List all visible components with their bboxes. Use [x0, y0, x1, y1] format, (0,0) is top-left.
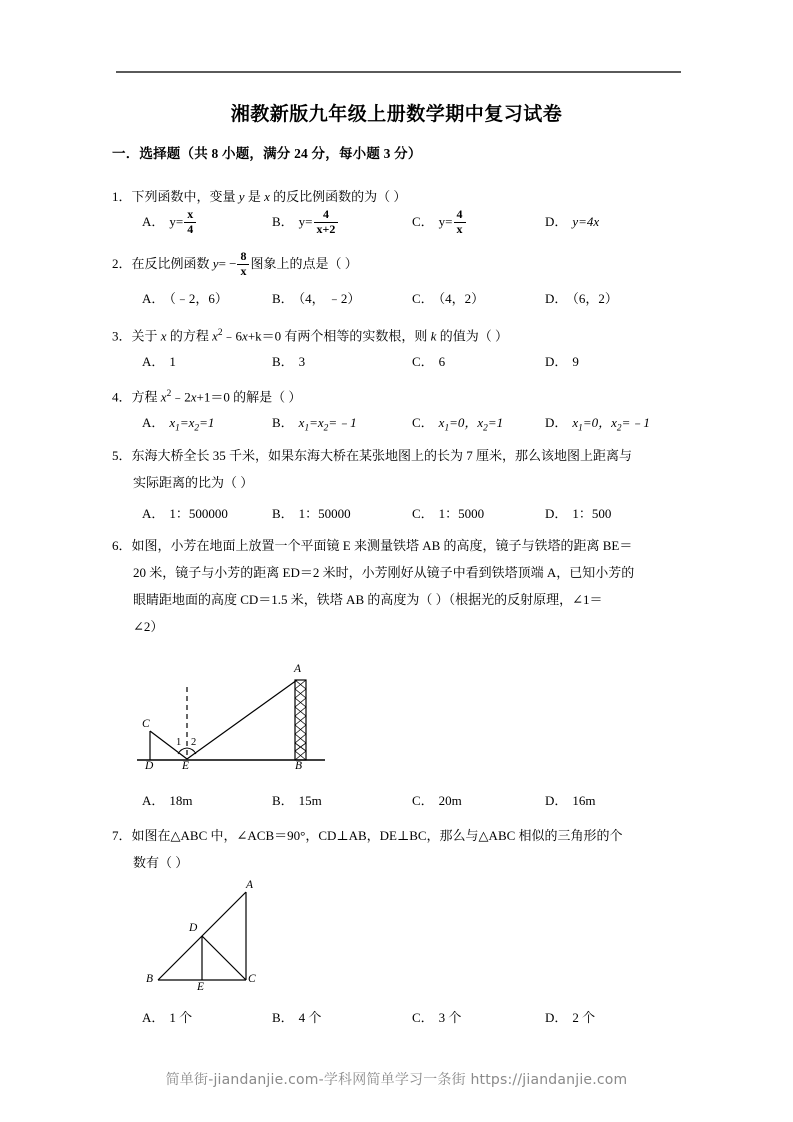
mirror-tower-diagram	[125, 655, 345, 785]
option-2-d-text: （6，2）	[572, 291, 618, 306]
question-7-line-2: 数有（ ）	[133, 855, 189, 870]
figure-6-label-D: D	[145, 760, 154, 772]
option-4-d[interactable]	[545, 409, 650, 443]
option-2-a-text: （﹣2，6）	[169, 291, 228, 306]
question-2-stem-before: 在反比例函数	[131, 256, 213, 271]
option-1-a-numerator: x	[184, 208, 196, 222]
option-2-b[interactable]	[272, 285, 360, 313]
option-2-b-label: B．	[272, 291, 294, 306]
figure-6-label-angle-1: 1	[176, 737, 182, 748]
option-4-b[interactable]	[272, 409, 357, 443]
option-3-d-text: 9	[572, 354, 579, 369]
page-footer: 简单街-jiandanjie.com-学科网简单学习一条街 https://jiandanjie.com	[165, 1072, 628, 1088]
option-3-a-label: A．	[142, 354, 165, 369]
page-title: 湘教新版九年级上册数学期中复习试卷	[230, 104, 563, 125]
option-7-b[interactable]	[272, 1004, 321, 1032]
question-6-line-3: 眼睛距地面的高度 CD＝1.5 米，铁塔 AB 的高度为（ ）（根据光的反射原理，∠1＝	[133, 592, 603, 607]
question-1-var-x: x	[264, 189, 270, 204]
question-3-var-x1: x	[160, 328, 167, 344]
option-4-b-label: B．	[272, 415, 294, 430]
option-2-d[interactable]	[545, 285, 618, 313]
question-6-options	[112, 787, 692, 815]
figure-7-label-B: B	[146, 973, 154, 985]
option-6-c-label: C．	[412, 793, 434, 808]
option-1-b-label: B．	[272, 214, 294, 229]
figure-6-label-E: E	[182, 760, 190, 772]
option-6-c-text: 20m	[438, 793, 462, 808]
option-6-b-label: B．	[272, 793, 294, 808]
question-6-number: 6．	[112, 538, 132, 553]
option-7-c[interactable]	[412, 1004, 461, 1032]
question-3-var-x2: x	[212, 328, 218, 344]
option-4-a-label: A．	[142, 415, 165, 430]
question-6-line-4: ∠2）	[133, 619, 164, 634]
option-2-c-text: （4，2）	[438, 291, 485, 306]
option-7-d[interactable]	[545, 1004, 595, 1032]
question-3-var-x3: x	[242, 328, 248, 344]
option-5-d-text: 1：500	[572, 506, 612, 521]
question-6-line-3-wrap	[133, 586, 693, 613]
option-5-b[interactable]	[272, 500, 351, 528]
option-5-a-text: 1：500000	[169, 506, 228, 521]
figure-question-7	[128, 878, 308, 1003]
question-1-stem-after: 的反比例函数的为（ ）	[269, 189, 407, 204]
question-2-stem-after: 图象上的点是（ ）	[250, 256, 358, 271]
segment-CE	[150, 731, 187, 759]
question-3-t0: 关于	[131, 328, 161, 344]
question-3-t5: ﹣6	[222, 328, 243, 344]
question-2-denominator: x	[240, 263, 247, 278]
question-1-stem-before: 下列函数中，变量	[131, 189, 239, 204]
option-2-a-label: A．	[142, 291, 165, 306]
question-6-line-2-wrap	[133, 559, 693, 586]
option-1-a-fraction	[184, 208, 196, 236]
option-3-d[interactable]	[545, 348, 579, 376]
question-3-options	[112, 348, 692, 376]
option-1-a-lead: y=	[169, 214, 184, 229]
section-heading: 一．选择题（共 8 小题，满分 24 分，每小题 3 分）	[112, 146, 422, 161]
option-1-d-label: D．	[545, 214, 568, 229]
option-4-c-text: $x_1=0$，$x_2=1$	[438, 415, 504, 434]
option-7-a[interactable]	[142, 1004, 192, 1032]
question-2-number: 2．	[112, 256, 132, 271]
question-5	[112, 442, 690, 469]
figure-6-label-C: C	[142, 718, 150, 730]
option-1-b-lead: y=	[298, 214, 313, 229]
figure-7-label-A: A	[246, 879, 254, 891]
segment-CD	[202, 936, 246, 980]
option-1-b-numerator: 4	[314, 208, 339, 222]
option-1-b[interactable]	[272, 208, 339, 236]
option-4-d-label: D．	[545, 415, 568, 430]
option-5-b-label: B．	[272, 506, 294, 521]
question-5-line-2: 实际距离的比为（ ）	[133, 475, 254, 490]
option-6-d-label: D．	[545, 793, 568, 808]
option-4-b-text: $x_1=x_2=﹣1$	[298, 415, 357, 434]
option-2-b-text: （4， ﹣2）	[298, 291, 361, 306]
question-7-line-2-wrap	[133, 849, 693, 876]
option-5-c-label: C．	[412, 506, 434, 521]
option-1-c-numerator: 4	[454, 208, 466, 222]
option-5-c-text: 1：5000	[438, 506, 485, 521]
option-3-c[interactable]	[412, 348, 445, 376]
option-6-d[interactable]	[545, 787, 596, 815]
option-6-a-text: 18m	[169, 793, 193, 808]
option-6-d-text: 16m	[572, 793, 596, 808]
option-5-c[interactable]	[412, 500, 484, 528]
option-4-c-label: C．	[412, 415, 434, 430]
question-3-t2: 的方程	[166, 328, 213, 344]
figure-6-label-B: B	[295, 760, 303, 772]
question-7	[112, 822, 690, 849]
option-6-c[interactable]	[412, 787, 462, 815]
question-2-numerator: 8	[237, 250, 249, 264]
option-4-a[interactable]	[142, 409, 214, 443]
question-2-equals: = −	[218, 256, 237, 271]
question-6-line-4-wrap	[133, 613, 693, 640]
header-rule	[116, 71, 681, 73]
option-6-b[interactable]	[272, 787, 322, 815]
question-2	[112, 250, 690, 278]
question-1-number: 1．	[112, 189, 132, 204]
option-3-b-label: B．	[272, 354, 294, 369]
option-7-c-label: C．	[412, 1010, 434, 1025]
figure-7-label-C: C	[248, 973, 256, 985]
option-4-d-text: $x_1=0$，$x_2=﹣1$	[572, 415, 650, 434]
question-4-exponent: 2	[166, 389, 172, 399]
question-7-line-1: 如图在△ABC 中，∠ACB＝90°，CD⊥AB，DE⊥BC，那么与△ABC 相似的三角形的个	[131, 828, 623, 843]
option-3-c-text: 6	[438, 354, 446, 369]
question-4	[112, 381, 690, 410]
option-2-c-label: C．	[412, 291, 434, 306]
segment-EA	[187, 680, 297, 759]
question-6-line-1: 如图，小芳在地面上放置一个平面镜 E 来测量铁塔 AB 的高度，镜子与铁塔的距离 BE＝	[131, 538, 633, 553]
option-2-c[interactable]	[412, 285, 484, 313]
option-7-b-text: 4 个	[298, 1010, 322, 1025]
question-1-stem-mid: 是	[244, 189, 265, 204]
option-1-d[interactable]	[545, 208, 599, 236]
option-7-c-text: 3 个	[438, 1010, 462, 1025]
option-5-d-label: D．	[545, 506, 568, 521]
question-5-options	[112, 500, 692, 528]
option-1-c-label: C．	[412, 214, 434, 229]
question-3-var-k: k	[430, 328, 437, 344]
question-4-number: 4．	[112, 389, 132, 405]
option-7-a-text: 1 个	[169, 1010, 193, 1025]
option-1-b-denominator: x+2	[316, 221, 336, 236]
option-1-a-denominator: 4	[187, 221, 194, 236]
option-7-d-label: D．	[545, 1010, 568, 1025]
option-7-d-text: 2 个	[572, 1010, 596, 1025]
option-1-a[interactable]	[142, 208, 197, 236]
question-5-line-1: 东海大桥全长 35 千米，如果东海大桥在某张地图上的长为 7 厘米，那么该地图上距离与	[131, 448, 633, 463]
question-2-fraction	[237, 250, 249, 278]
option-1-c-denominator: x	[456, 221, 463, 236]
question-3-t7: +k＝0 有两个相等的实数根，则	[247, 328, 431, 344]
option-4-a-text: $x_1=x_2=1$	[169, 415, 215, 434]
question-5-line-2-wrap	[133, 469, 693, 496]
question-3	[112, 320, 690, 349]
question-1-options	[112, 208, 692, 248]
question-7-number: 7．	[112, 828, 132, 843]
question-1	[112, 183, 690, 210]
tower-bracing	[295, 680, 306, 760]
option-3-a[interactable]	[142, 348, 176, 376]
question-4-t0: 方程	[131, 389, 161, 405]
question-2-options	[112, 285, 692, 313]
option-5-a-label: A．	[142, 506, 165, 521]
similar-triangles-diagram	[128, 878, 308, 1003]
option-1-b-fraction	[314, 208, 339, 236]
option-5-d[interactable]	[545, 500, 611, 528]
question-2-var-y: y	[212, 256, 219, 271]
option-1-c-lead: y=	[438, 214, 453, 229]
question-4-t3: ﹣2	[171, 389, 191, 405]
question-7-options	[112, 1004, 692, 1032]
question-4-options	[112, 409, 692, 437]
figure-7-label-E: E	[197, 981, 205, 993]
option-1-a-label: A．	[142, 214, 165, 229]
figure-6-label-A: A	[294, 663, 302, 675]
question-4-t5: +1＝0 的解是（ ）	[196, 389, 302, 405]
question-6	[112, 532, 690, 559]
question-1-var-y: y	[238, 189, 245, 204]
option-6-b-text: 15m	[298, 793, 322, 808]
option-1-d-text: y=4x	[572, 214, 600, 229]
option-5-a[interactable]	[142, 500, 228, 528]
option-3-b-text: 3	[298, 354, 306, 369]
option-7-b-label: B．	[272, 1010, 294, 1025]
question-5-number: 5．	[112, 448, 132, 463]
option-3-a-text: 1	[169, 354, 176, 369]
question-4-var-x2: x	[190, 389, 197, 405]
option-6-a[interactable]	[142, 787, 193, 815]
figure-7-label-D: D	[189, 922, 198, 934]
figure-question-6	[125, 655, 345, 785]
question-6-line-2: 20 米，镜子与小芳的距离 ED＝2 米时，小芳刚好从镜子中看到铁塔顶端 A，已知小芳的	[133, 565, 635, 580]
figure-6-label-angle-2: 2	[191, 737, 197, 748]
option-3-d-label: D．	[545, 354, 568, 369]
option-2-a[interactable]	[142, 285, 228, 313]
option-1-c[interactable]	[412, 208, 467, 236]
question-3-exponent: 2	[217, 328, 223, 338]
option-1-c-fraction	[454, 208, 466, 236]
option-4-c[interactable]	[412, 409, 503, 443]
option-3-c-label: C．	[412, 354, 434, 369]
option-5-b-text: 1：50000	[298, 506, 351, 521]
option-3-b[interactable]	[272, 348, 305, 376]
option-7-a-label: A．	[142, 1010, 165, 1025]
question-3-number: 3．	[112, 328, 132, 344]
option-2-d-label: D．	[545, 291, 568, 306]
option-6-a-label: A．	[142, 793, 165, 808]
question-3-t9: 的值为（ ）	[436, 328, 508, 344]
question-4-var-x1: x	[160, 389, 167, 405]
